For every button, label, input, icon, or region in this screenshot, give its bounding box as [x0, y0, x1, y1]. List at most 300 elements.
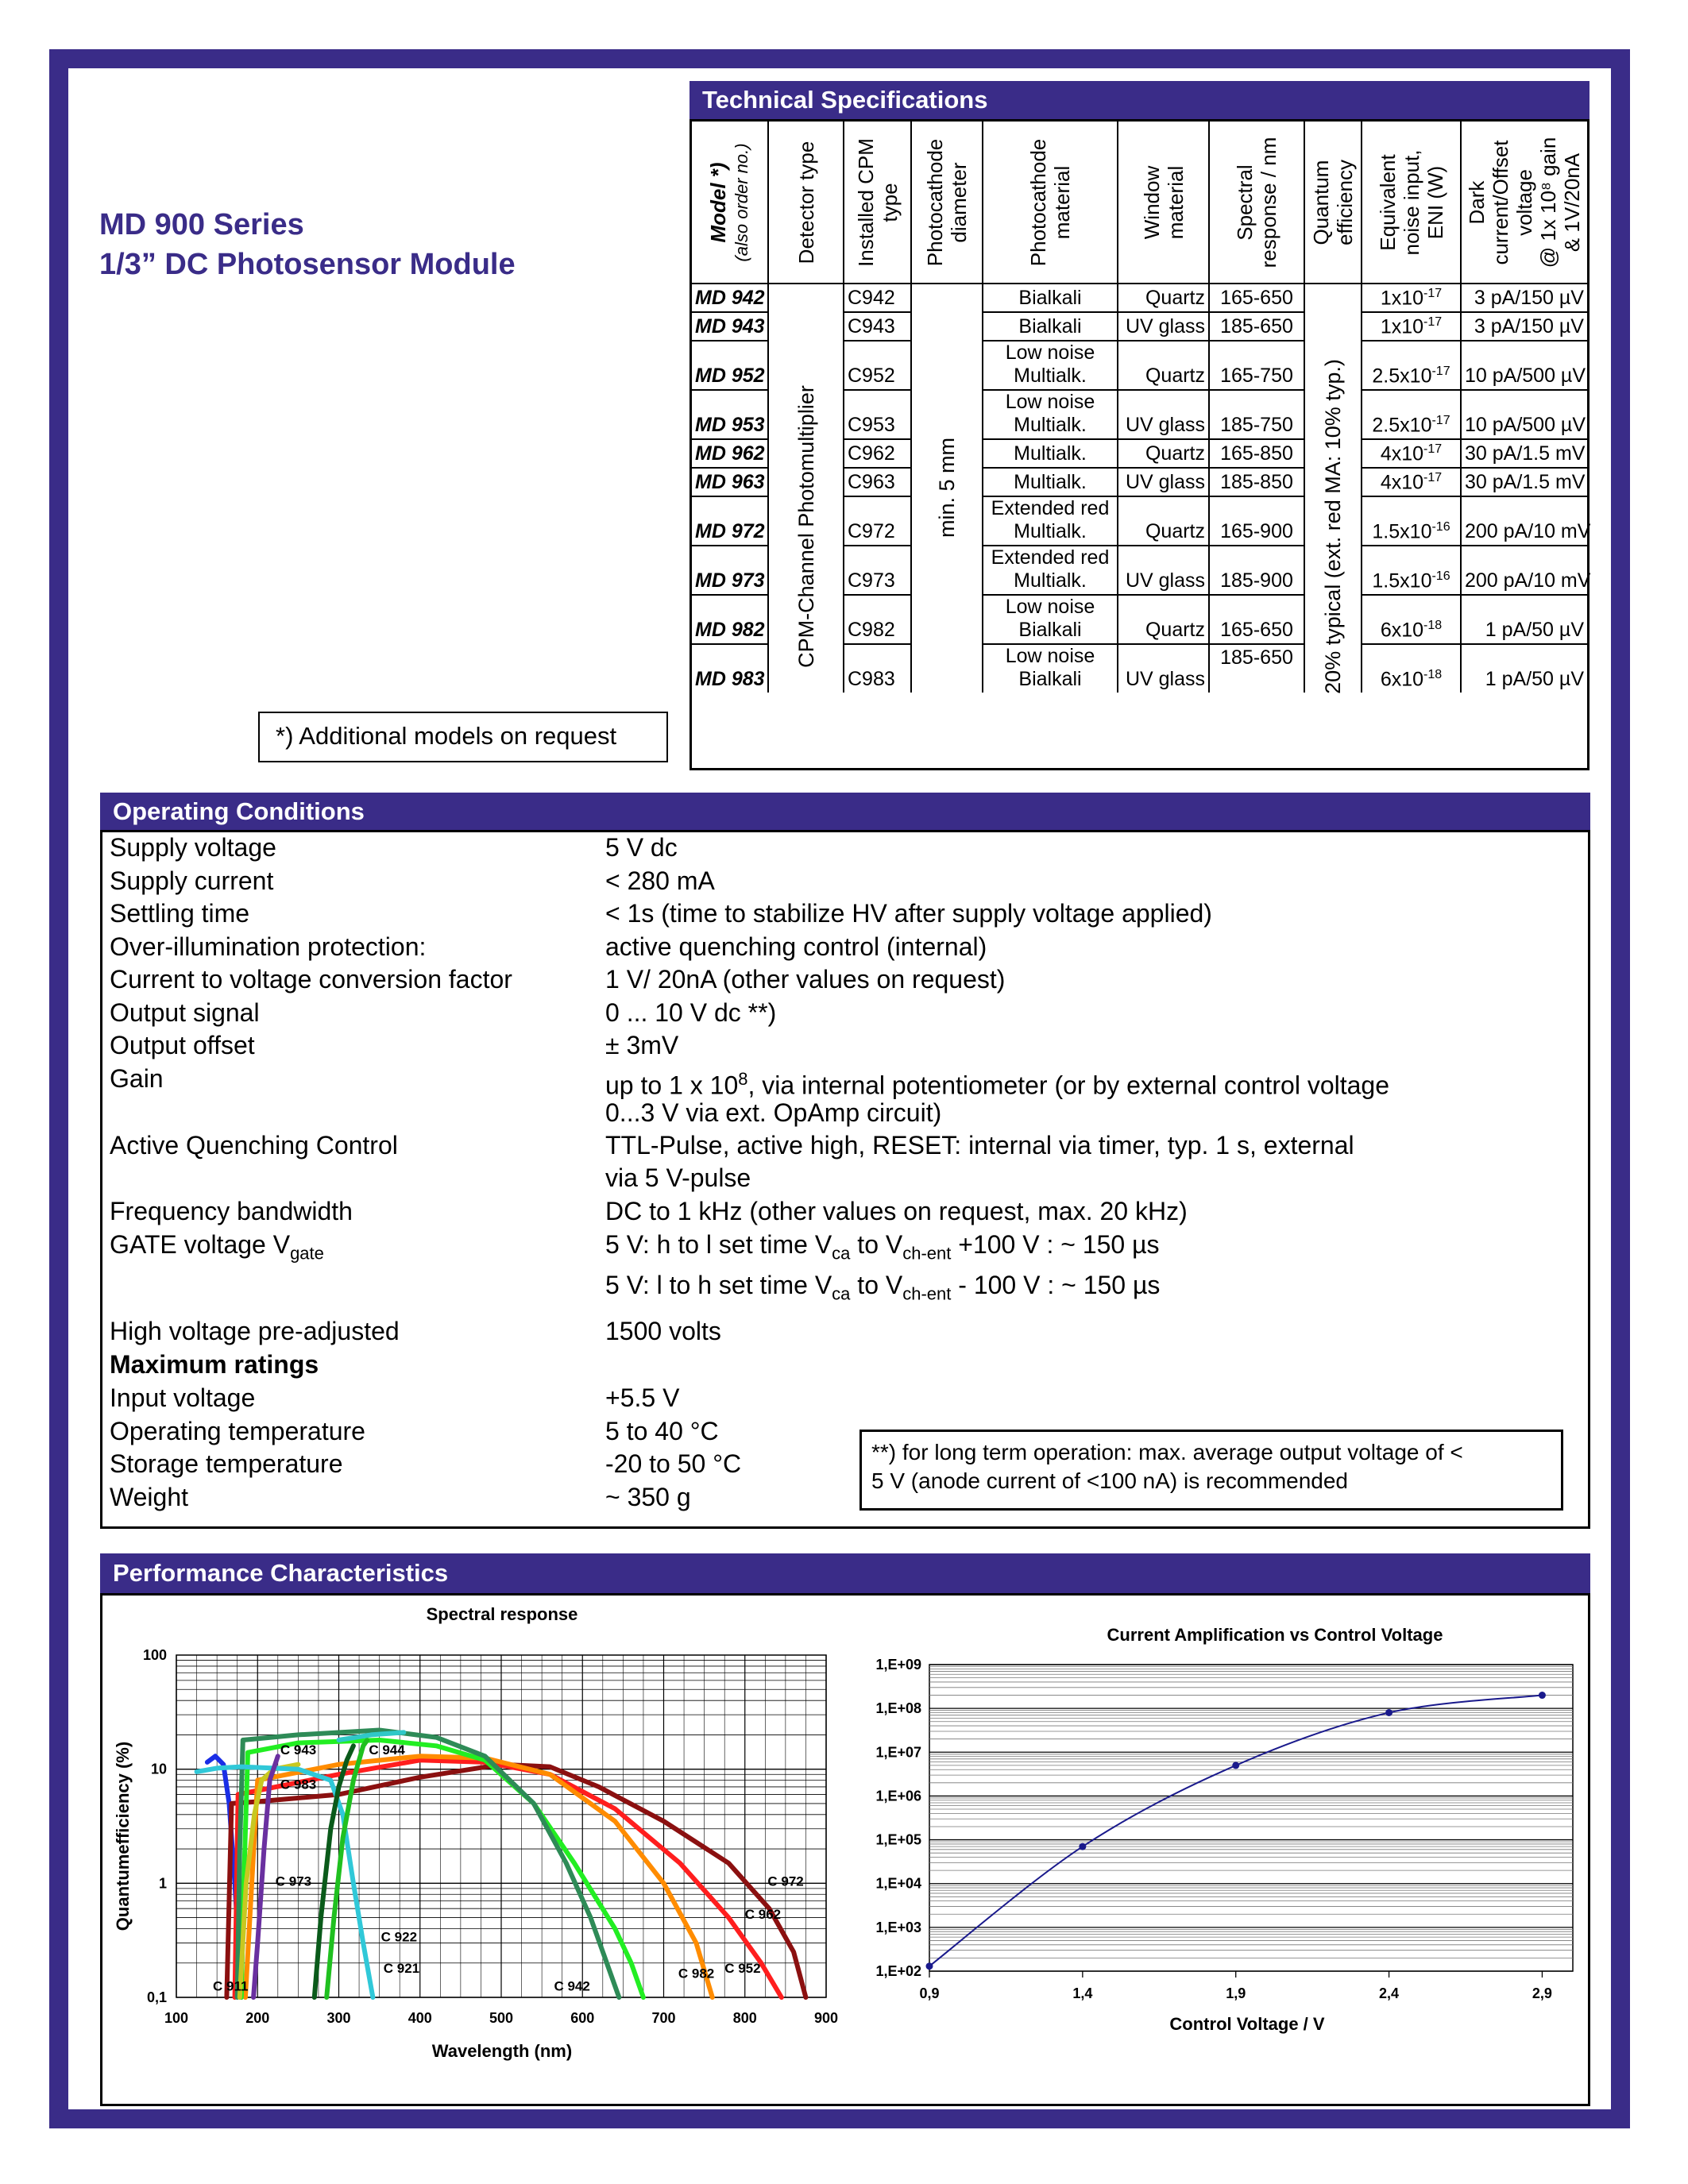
spectral-cell-text: 165-900 — [1220, 520, 1293, 542]
cpm-cell-text: C942 — [848, 287, 895, 309]
condition-label: Output offset — [110, 1031, 255, 1059]
material-cell — [982, 645, 1117, 693]
series-label: C 942 — [554, 1978, 590, 1994]
quantum-efficiency-span — [1305, 284, 1361, 768]
window-cell — [1117, 497, 1208, 545]
material-cell — [982, 313, 1117, 340]
series-label: C 922 — [380, 1929, 418, 1945]
condition-label: Input voltage — [110, 1383, 256, 1412]
eni-exponent: -17 — [1423, 286, 1443, 300]
dark-current-cell-text: 1 pA/50 µV — [1485, 668, 1584, 690]
data-point — [1079, 1843, 1086, 1850]
gate-subscript: ch-ent — [902, 1243, 952, 1264]
dark-current-cell-text: 1 pA/50 µV — [1485, 619, 1584, 641]
material-text: Bialkali — [1018, 668, 1082, 690]
spectral-cell — [1208, 546, 1304, 594]
gate-subscript: gate — [290, 1243, 324, 1264]
eni-exponent: -18 — [1423, 618, 1443, 632]
data-point — [1385, 1709, 1393, 1716]
dark-current-cell-text: 3 pA/150 µV — [1474, 287, 1584, 309]
diameter-span-text: min. 5 mm — [935, 437, 959, 538]
footnote-line: 5 V (anode current of <100 nA) is recommended — [871, 1468, 1349, 1493]
condition-value — [605, 1269, 1160, 1310]
tech-specs-title: Technical Specifications — [689, 81, 1590, 119]
header-line: Model *) — [705, 161, 730, 243]
condition-value: 1 V/ 20nA (other values on request) — [605, 965, 1006, 994]
model-cell — [692, 469, 767, 496]
model-cell-text: MD 962 — [695, 442, 765, 465]
spectral-cell — [1208, 645, 1304, 693]
quantum-efficiency-span-text: 20% typical (ext. red MA: 10% typ.) — [1321, 358, 1345, 694]
condition-label: Storage temperature — [110, 1449, 343, 1478]
cpm-cell-text: C943 — [848, 315, 895, 338]
cpm-cell-text: C972 — [848, 520, 895, 542]
model-cell — [692, 440, 767, 467]
condition-value: 0...3 V via ext. OpAmp circuit) — [605, 1098, 942, 1127]
max-ratings-heading: Maximum ratings — [110, 1350, 319, 1379]
x-tick-label: 700 — [651, 2010, 676, 2026]
eni-base: 1x10 — [1380, 287, 1424, 309]
window-cell — [1117, 440, 1208, 467]
chart-ylabel: Quantumefficiency (%) — [113, 1741, 133, 1931]
table-header-7 — [1304, 122, 1361, 283]
material-cell — [982, 546, 1117, 594]
series-label: C 943 — [280, 1742, 317, 1758]
x-tick-label: 800 — [732, 2010, 757, 2026]
material-text: Bialkali — [1018, 287, 1082, 309]
material-text: Extended red — [991, 497, 1110, 519]
header-line: Photocathode — [923, 138, 947, 266]
cpm-cell-text: C952 — [848, 365, 895, 387]
spectral-cell — [1208, 313, 1304, 340]
condition-label: Operating temperature — [110, 1416, 365, 1445]
table-header-9 — [1460, 122, 1587, 283]
table-header-1 — [767, 122, 843, 283]
cpm-cell — [843, 645, 910, 693]
dark-current-cell — [1460, 596, 1587, 643]
cpm-cell-text: C963 — [848, 471, 895, 493]
material-cell — [982, 596, 1117, 643]
y-tick-label: 1,E+07 — [875, 1744, 921, 1761]
x-tick-label: 1,4 — [1072, 1985, 1093, 2001]
header-line: (also order no.) — [731, 142, 751, 262]
eni-base: 2.5x10 — [1372, 365, 1432, 387]
spectral-cell — [1208, 391, 1304, 438]
material-text: Low noise — [1005, 596, 1095, 618]
dark-current-cell — [1460, 546, 1591, 594]
window-cell-text: Quartz — [1145, 520, 1205, 542]
header-line: material — [1163, 165, 1188, 239]
header-line: noise input, — [1399, 149, 1423, 255]
header-line: Detector type — [794, 141, 818, 264]
chart-xlabel: Wavelength (nm) — [431, 2041, 573, 2061]
gate-text: 5 V: h to l set time V — [605, 1230, 832, 1259]
condition-label: High voltage pre-adjusted — [110, 1317, 400, 1345]
model-cell-text: MD 983 — [695, 668, 765, 690]
x-tick-label: 100 — [164, 2010, 189, 2026]
dark-current-cell-text: 200 pA/10 mV — [1465, 520, 1591, 542]
spectral-cell — [1208, 341, 1304, 389]
eni-exponent: -17 — [1423, 470, 1443, 484]
series-label: C 911 — [213, 1978, 249, 1994]
material-cell — [982, 469, 1117, 496]
window-cell — [1117, 391, 1208, 438]
window-cell — [1117, 596, 1208, 643]
window-cell-text: Quartz — [1145, 287, 1205, 309]
eni-cell — [1361, 497, 1460, 545]
header-line: & 1V/20nA — [1560, 152, 1584, 252]
x-tick-label: 1,9 — [1226, 1985, 1246, 2001]
condition-value: -20 to 50 °C — [605, 1449, 742, 1478]
x-tick-label: 900 — [813, 2010, 839, 2026]
material-text: Multialk. — [1014, 414, 1087, 436]
series-label: C 944 — [369, 1742, 405, 1758]
header-line: ENI (W) — [1423, 165, 1447, 239]
gate-subscript: ca — [832, 1283, 851, 1304]
table-header-8 — [1361, 122, 1460, 283]
x-tick-label: 400 — [408, 2010, 432, 2026]
window-cell-text: Quartz — [1145, 619, 1205, 641]
x-tick-label: 200 — [245, 2010, 270, 2026]
header-line: voltage — [1512, 168, 1536, 236]
condition-value: active quenching control (internal) — [605, 932, 987, 961]
x-tick-label: 0,9 — [919, 1985, 940, 2001]
material-text: Multialk. — [1014, 442, 1087, 465]
x-tick-label: 300 — [326, 2010, 351, 2026]
condition-value: +5.5 V — [605, 1383, 680, 1412]
spectral-cell-text: 165-650 — [1220, 619, 1293, 641]
header-line: Photocathode — [1026, 138, 1050, 266]
cpm-cell — [843, 497, 910, 545]
table-header-label — [1309, 160, 1357, 245]
eni-exponent: -17 — [1423, 442, 1443, 456]
x-tick-label: 600 — [570, 2010, 595, 2026]
condition-label: Supply voltage — [110, 833, 276, 862]
table-header-2 — [843, 122, 910, 283]
y-tick-label: 1,E+04 — [875, 1875, 921, 1892]
table-header-label — [1465, 137, 1584, 268]
page-title: MD 900 Series — [99, 208, 304, 241]
spectral-response-chart — [103, 1596, 858, 2089]
additional-models-note: *) Additional models on request — [258, 712, 668, 762]
dark-current-cell — [1460, 391, 1587, 438]
condition-label: Gain — [110, 1064, 164, 1093]
gate-text: 5 V: l to h set time V — [605, 1271, 832, 1299]
table-header-5 — [1117, 122, 1208, 283]
eni-exponent: -16 — [1431, 569, 1450, 583]
gate-subscript: ca — [832, 1243, 851, 1264]
eni-exponent: -18 — [1423, 667, 1443, 681]
window-cell-text: UV glass — [1125, 471, 1205, 493]
window-cell-text: UV glass — [1125, 414, 1205, 436]
detector-type-span — [769, 284, 843, 768]
model-cell — [692, 341, 767, 389]
material-text: Extended red — [991, 546, 1110, 569]
eni-cell — [1361, 645, 1460, 693]
window-cell — [1117, 313, 1208, 340]
eni-exponent: -17 — [1431, 413, 1450, 427]
table-header-label — [706, 143, 754, 261]
model-cell-text: MD 942 — [695, 287, 765, 309]
eni-cell — [1361, 596, 1460, 643]
series-label: C 983 — [280, 1777, 317, 1792]
gate-text: - 100 V : ~ 150 µs — [951, 1271, 1161, 1299]
eni-base: 1x10 — [1380, 315, 1424, 338]
x-tick-label: 2,9 — [1532, 1985, 1552, 2001]
y-tick-label: 1,E+06 — [875, 1788, 921, 1804]
cpm-cell — [843, 284, 910, 311]
spectral-cell-text: 185-650 — [1220, 646, 1293, 669]
footnote-line: **) for long term operation: max. average output voltage of < — [871, 1440, 1463, 1464]
material-text: Low noise — [1005, 341, 1095, 364]
condition-value: 0 ... 10 V dc **) — [605, 997, 777, 1027]
window-cell — [1117, 469, 1208, 496]
gate-text: to V — [850, 1230, 903, 1259]
table-header-label — [923, 138, 971, 265]
window-cell-text: UV glass — [1125, 668, 1205, 690]
model-cell — [692, 391, 767, 438]
dark-current-cell-text: 10 pA/500 µV — [1465, 365, 1586, 387]
eni-exponent: -17 — [1423, 314, 1443, 329]
page-subtitle: 1/3” DC Photosensor Module — [99, 248, 516, 281]
y-tick-label: 1 — [158, 1875, 167, 1892]
cpm-cell-text: C973 — [848, 569, 895, 592]
spectral-cell-text: 185-750 — [1220, 414, 1293, 436]
spectral-cell-text: 185-850 — [1220, 471, 1293, 493]
header-line: Window — [1139, 165, 1164, 239]
series-label: C 972 — [767, 1873, 804, 1889]
model-cell-text: MD 972 — [695, 520, 765, 542]
chart-title: Spectral response — [426, 1604, 578, 1624]
header-line: current/Offset — [1489, 139, 1512, 265]
condition-value: < 1s (time to stabilize HV after supply voltage applied) — [605, 899, 1212, 928]
material-text: Multialk. — [1014, 365, 1087, 387]
cpm-cell-text: C953 — [848, 414, 895, 436]
header-line: efficiency — [1333, 159, 1357, 245]
material-text: Multialk. — [1014, 569, 1087, 592]
table-header-4 — [982, 122, 1117, 283]
window-cell-text: Quartz — [1145, 365, 1205, 387]
eni-base: 1.5x10 — [1372, 569, 1432, 592]
table-header-6 — [1208, 122, 1304, 283]
model-cell-text: MD 982 — [695, 619, 765, 641]
condition-value: DC to 1 kHz (other values on request, max. 20 kHz) — [605, 1197, 1188, 1225]
condition-label: Supply current — [110, 866, 274, 895]
condition-value: < 280 mA — [605, 866, 715, 895]
dark-current-cell-text: 3 pA/150 µV — [1474, 315, 1584, 338]
model-cell — [692, 284, 767, 311]
condition-value: via 5 V-pulse — [605, 1163, 751, 1192]
current-amplification-chart — [858, 1620, 1581, 2065]
dark-current-cell — [1460, 645, 1587, 693]
y-tick-label: 1,E+05 — [875, 1831, 921, 1848]
eni-cell — [1361, 546, 1460, 594]
cpm-cell — [843, 469, 910, 496]
table-header-label — [1026, 138, 1074, 265]
eni-cell — [1361, 313, 1460, 340]
window-cell — [1117, 645, 1208, 693]
y-tick-label: 1,E+08 — [875, 1700, 921, 1717]
condition-label: Frequency bandwidth — [110, 1197, 353, 1225]
detector-type-span-text: CPM-Channel Photomultiplier — [794, 384, 818, 668]
dark-current-cell-text: 30 pA/1.5 mV — [1465, 471, 1586, 493]
spectral-cell-text: 165-750 — [1220, 365, 1293, 387]
dark-current-cell — [1460, 497, 1591, 545]
y-tick-label: 1,E+02 — [875, 1963, 921, 1979]
table-header-3 — [910, 122, 982, 283]
header-line: Equivalent — [1375, 153, 1400, 251]
gain-text: , via internal potentiometer (or by external control voltage — [747, 1071, 1390, 1100]
gain-exponent: 8 — [738, 1069, 748, 1089]
eni-base: 4x10 — [1380, 442, 1424, 465]
spectral-cell-text: 185-650 — [1220, 315, 1293, 338]
gain-text: up to 1 x 10 — [605, 1071, 739, 1100]
header-line: response / nm — [1257, 137, 1280, 268]
material-cell — [982, 341, 1117, 389]
condition-value: ± 3mV — [605, 1031, 679, 1059]
chart-title: Current Amplification vs Control Voltage — [1107, 1625, 1443, 1645]
eni-cell — [1361, 391, 1460, 438]
data-point — [926, 1962, 933, 1970]
series-label: C 982 — [678, 1966, 715, 1981]
window-cell — [1117, 284, 1208, 311]
series-label: C 952 — [724, 1960, 761, 1976]
cpm-cell — [843, 440, 910, 467]
material-text: Multialk. — [1014, 520, 1087, 542]
tech-specs-table — [689, 119, 1590, 770]
model-cell — [692, 596, 767, 643]
eni-base: 6x10 — [1380, 668, 1424, 690]
header-line: type — [877, 182, 902, 222]
header-line: diameter — [947, 161, 971, 243]
spectral-cell-text: 165-850 — [1220, 442, 1293, 465]
operating-conditions-title: Operating Conditions — [100, 793, 1590, 830]
condition-label: Settling time — [110, 899, 250, 928]
data-point — [1232, 1761, 1239, 1769]
eni-base: 1.5x10 — [1372, 520, 1432, 542]
material-cell — [982, 497, 1117, 545]
material-cell — [982, 391, 1117, 438]
window-cell-text: UV glass — [1125, 315, 1205, 338]
spectral-cell-text: 185-900 — [1220, 569, 1293, 592]
model-cell-text: MD 953 — [695, 414, 765, 436]
series-label: C 962 — [744, 1906, 782, 1922]
y-tick-label: 100 — [142, 1647, 167, 1663]
condition-label: Output signal — [110, 997, 260, 1027]
model-cell — [692, 645, 767, 693]
cpm-cell-text: C962 — [848, 442, 895, 465]
condition-value — [605, 1229, 1160, 1269]
eni-base: 4x10 — [1380, 471, 1424, 493]
model-cell-text: MD 973 — [695, 569, 765, 592]
cpm-cell-text: C983 — [848, 668, 895, 690]
series-label: C 921 — [383, 1960, 420, 1976]
y-tick-label: 10 — [150, 1761, 167, 1777]
y-tick-label: 1,E+03 — [875, 1919, 921, 1935]
cpm-cell — [843, 546, 910, 594]
dark-current-cell — [1460, 341, 1587, 389]
y-tick-label: 1,E+09 — [875, 1657, 921, 1673]
header-line: Spectral — [1233, 164, 1257, 241]
material-cell — [982, 440, 1117, 467]
material-text: Bialkali — [1018, 619, 1082, 641]
dark-current-cell-text: 30 pA/1.5 mV — [1465, 442, 1586, 465]
window-cell-text: UV glass — [1125, 569, 1205, 592]
window-cell — [1117, 341, 1208, 389]
eni-exponent: -16 — [1431, 519, 1450, 534]
long-term-operation-footnote — [859, 1430, 1563, 1511]
eni-base: 2.5x10 — [1372, 414, 1432, 436]
table-header-label — [854, 138, 902, 267]
eni-cell — [1361, 284, 1460, 311]
dark-current-cell-text: 200 pA/10 mV — [1465, 569, 1591, 592]
spectral-cell — [1208, 469, 1304, 496]
eni-cell — [1361, 469, 1460, 496]
header-line: Dark — [1465, 180, 1489, 224]
header-line: material — [1050, 165, 1074, 239]
condition-value: 5 to 40 °C — [605, 1416, 719, 1445]
condition-label: Weight — [110, 1482, 189, 1511]
table-header-label — [794, 141, 818, 264]
gate-text: to V — [850, 1271, 903, 1299]
material-text: Bialkali — [1018, 315, 1082, 338]
chart-xlabel: Control Voltage / V — [1169, 2014, 1325, 2034]
eni-base: 6x10 — [1380, 619, 1424, 641]
dark-current-cell — [1460, 313, 1587, 340]
eni-cell — [1361, 341, 1460, 389]
gate-text: +100 V : ~ 150 µs — [951, 1230, 1160, 1259]
series-label: C 973 — [275, 1873, 312, 1889]
window-cell-text: Quartz — [1145, 442, 1205, 465]
dark-current-cell — [1460, 469, 1587, 496]
material-text: Low noise — [1005, 391, 1095, 413]
header-line: Quantum — [1309, 160, 1333, 245]
spectral-cell — [1208, 596, 1304, 643]
spectral-cell — [1208, 284, 1304, 311]
model-cell — [692, 313, 767, 340]
gate-label: GATE voltage V — [110, 1230, 291, 1259]
gate-subscript: ch-ent — [902, 1283, 952, 1304]
condition-value: 5 V dc — [605, 833, 678, 862]
condition-label: Active Quenching Control — [110, 1131, 398, 1160]
model-cell — [692, 497, 767, 545]
cpm-cell — [843, 391, 910, 438]
model-cell-text: MD 952 — [695, 365, 765, 387]
y-tick-label: 0,1 — [146, 1989, 167, 2005]
model-cell — [692, 546, 767, 594]
condition-label: Current to voltage conversion factor — [110, 965, 512, 994]
material-cell — [982, 284, 1117, 311]
eni-cell — [1361, 440, 1460, 467]
model-cell-text: MD 963 — [695, 471, 765, 493]
condition-label: Over-illumination protection: — [110, 932, 427, 961]
cpm-cell — [843, 313, 910, 340]
x-tick-label: 2,4 — [1379, 1985, 1400, 2001]
material-text: Multialk. — [1014, 471, 1087, 493]
condition-value: ~ 350 g — [605, 1482, 691, 1511]
cpm-cell — [843, 596, 910, 643]
header-line: @ 1x 10⁸ gain — [1536, 137, 1560, 268]
table-header-label — [1233, 137, 1280, 268]
spectral-cell — [1208, 440, 1304, 467]
dark-current-cell — [1460, 284, 1587, 311]
material-text: Low noise — [1005, 645, 1095, 667]
diameter-span — [912, 284, 982, 768]
spectral-cell-text: 165-650 — [1220, 287, 1293, 309]
table-header-label — [1376, 149, 1447, 255]
data-point — [1539, 1692, 1546, 1699]
performance-title: Performance Characteristics — [100, 1553, 1590, 1593]
